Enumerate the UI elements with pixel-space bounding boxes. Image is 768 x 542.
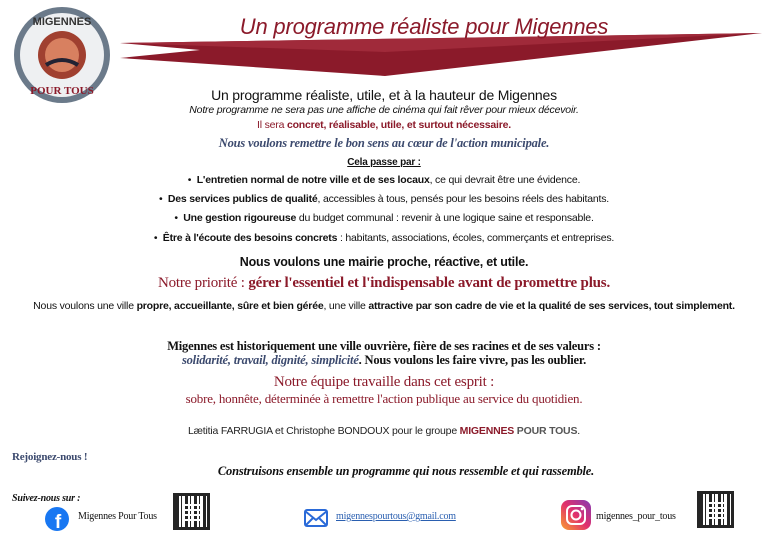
values-text: solidarité, travail, dignité, simplicité (181, 353, 359, 367)
text-bold: attractive par son cadre de vie et la qualité de ses services, tout simplement. (368, 300, 735, 312)
item-bold: Une gestion rigoureuse (183, 212, 297, 224)
email-link[interactable]: migennespourtous@gmail.com (336, 511, 456, 522)
instagram-icon[interactable] (561, 500, 591, 530)
item-bold: Des services publics de qualité (167, 193, 318, 205)
item-text: , ce qui devrait être une évidence. (429, 174, 581, 186)
intro-heading: Un programme réaliste, utile, et à la hauteur de Migennes (211, 87, 557, 103)
list-item: • L'entretien normal de notre ville et de ses locaux, ce qui devrait être une évidence. (187, 174, 581, 186)
qr-code-instagram (697, 491, 734, 528)
page-title: Un programme réaliste pour Migennes (239, 14, 609, 39)
item-text: : habitants, associations, écoles, commerçants et entreprises. (337, 232, 615, 244)
tagline (0, 136, 768, 151)
team-heading: Notre équipe travaille dans cet esprit : (273, 374, 495, 390)
history-line-1: Migennes est historiquement une ville ouvrière, fière de ses racines et de ses valeurs : (167, 339, 601, 353)
instagram-link[interactable]: migennes_pour_tous (596, 511, 676, 522)
text: Nous voulons une mairie (239, 255, 388, 269)
signature (0, 425, 768, 437)
svg-text:MIGENNES: MIGENNES (32, 16, 92, 28)
item-bold: Être à l'écoute des besoins concrets (162, 232, 338, 244)
text: , une ville (323, 300, 369, 312)
text: . Nous voulons les faire vivre, pas les oublier. (358, 353, 587, 367)
list-item: • Une gestion rigoureuse du budget communal : revenir à une logique saine et responsable. (174, 212, 594, 224)
svg-text:POUR TOUS: POUR TOUS (30, 85, 94, 97)
text-bold: gérer l'essentiel et l'indispensable avant de promettre plus. (248, 275, 610, 291)
facebook-icon[interactable] (45, 507, 69, 531)
group-name-rest: POUR TOUS (514, 425, 578, 437)
priority-line (0, 275, 768, 292)
text: Nous voulons une ville (33, 300, 137, 312)
text-bold: propre, accueillante, sûre et bien gérée (136, 300, 324, 312)
text: . (577, 425, 580, 437)
list-item: • Des services publics de qualité, accessibles à tous, pensés pour les besoins réels des habitants. (158, 193, 610, 205)
join-text: Rejoignez-nous ! (12, 451, 88, 463)
email-icon[interactable] (304, 509, 328, 527)
intro-subtitle: Notre programme ne sera pas une affiche de cinéma qui fait rêver pour mieux décevoir. (189, 104, 579, 116)
item-bold: L'entretien normal de notre ville et de ses locaux (196, 174, 430, 186)
text: Lætitia FARRUGIA et Christophe BONDOUX pour le groupe (188, 425, 460, 437)
qr-code-facebook (173, 493, 210, 530)
build-text: Construisons ensemble un programme qui nous ressemble et qui rassemble. (217, 464, 595, 478)
list-heading: Cela passe par : (347, 157, 421, 168)
ville-line (0, 300, 768, 312)
text: Notre priorité : (157, 275, 249, 291)
facebook-link[interactable]: Migennes Pour Tous (78, 511, 157, 522)
follow-label: Suivez-nous sur : (12, 493, 81, 504)
history-line-2 (0, 353, 768, 368)
text: Nous voulons remettre (218, 136, 335, 150)
text: Il sera (257, 119, 287, 131)
text-bold: le bon sens au cœur de l'action municipale. (334, 136, 550, 150)
list-item: • Être à l'écoute des besoins concrets : habitants, associations, écoles, commerçants et entreprises. (153, 232, 615, 244)
intro-line (0, 119, 768, 131)
text-bold: concret, réalisable, utile, et surtout nécessaire. (286, 119, 511, 131)
team-line: sobre, honnête, déterminée à remettre l'action publique au service du quotidien. (185, 391, 583, 406)
group-name: MIGENNES (459, 425, 515, 437)
item-text: , accessibles à tous, pensés pour les besoins réels des habitants. (317, 193, 610, 205)
svg-text:f: f (54, 512, 62, 531)
mairie-line (0, 255, 768, 269)
text-bold: proche, réactive, et utile. (387, 255, 529, 269)
item-text: du budget communal : revenir à une logique saine et responsable. (296, 212, 594, 224)
